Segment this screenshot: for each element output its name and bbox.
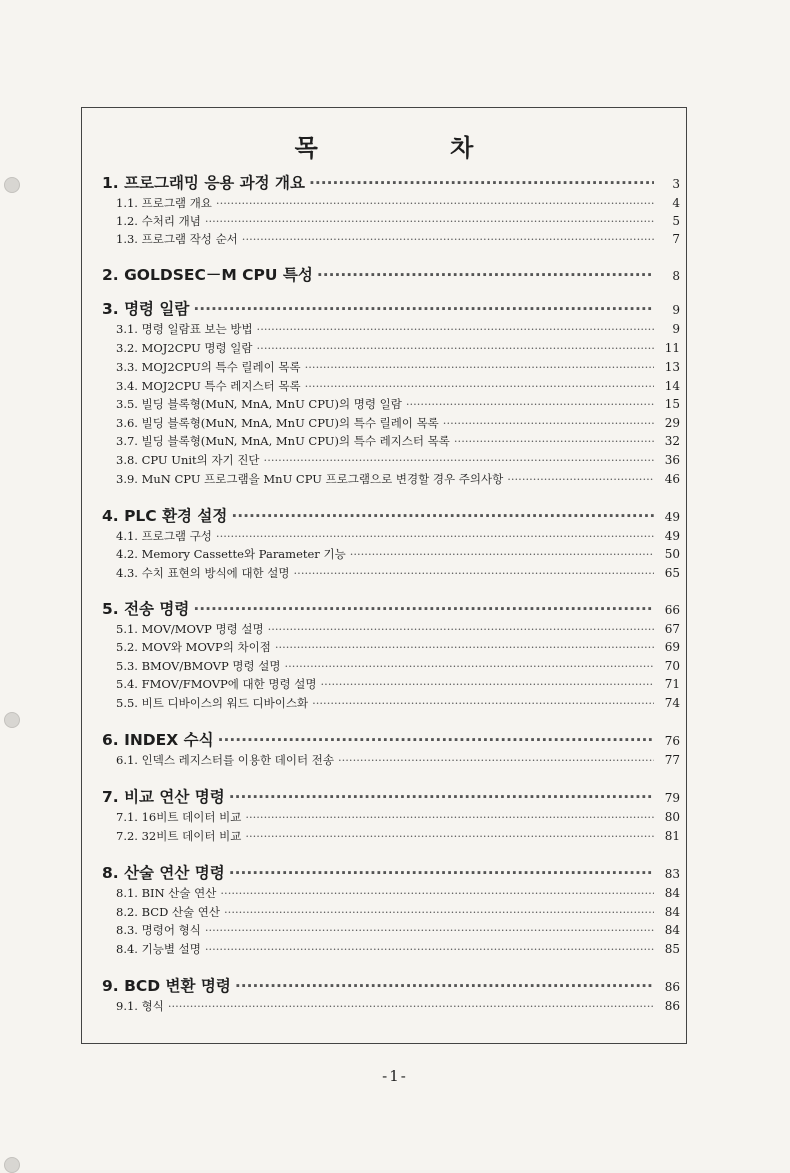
dot-leader: [168, 999, 654, 1013]
toc-entry-page: 11: [664, 341, 680, 355]
toc-entry-page: 4: [672, 196, 680, 210]
toc-subsection-entry: [82, 752, 686, 768]
toc-entry-label: 5. 전송 명령: [102, 600, 190, 618]
toc-subsection-entry: [82, 321, 686, 337]
binder-hole: [4, 177, 20, 193]
binder-hole: [4, 712, 20, 728]
toc-entry-page: 83: [664, 867, 680, 881]
toc-entry-label: 5.3. BMOV/BMOVP 명령 설명: [116, 659, 281, 673]
toc-subsection-entry: [82, 621, 686, 637]
toc-entry-page: 46: [664, 472, 680, 486]
dot-leader: [205, 923, 654, 937]
dot-leader: [305, 379, 654, 393]
toc-entry-label: 6. INDEX 수식: [102, 731, 214, 749]
toc-entry-label: 1. 프로그래밍 응용 과정 개요: [102, 174, 305, 192]
toc-entry-label: 7.2. 32비트 데이터 비교: [116, 829, 242, 843]
toc-section-entry: [82, 785, 686, 807]
toc-subsection-entry: [82, 639, 686, 655]
toc-entry-page: 67: [664, 622, 680, 636]
toc-entry-page: 3: [672, 177, 680, 191]
toc-entry-label: 3.6. 빌딩 블록형(MuN, MnA, MnU CPU)의 특수 릴레이 목록: [116, 416, 439, 430]
toc-entry-label: 9. BCD 변환 명령: [102, 977, 231, 995]
toc-entry-page: 9: [672, 303, 680, 317]
dot-leader: [443, 416, 654, 430]
toc-entry-page: 14: [664, 379, 680, 393]
toc-entry-label: 4. PLC 환경 설정: [102, 507, 228, 525]
toc-entry-label: 8.3. 명령어 형식: [116, 923, 201, 937]
toc-entry-page: 84: [664, 905, 680, 919]
toc-subsection-entry: [82, 359, 686, 375]
dot-leader: [205, 214, 654, 228]
toc-entry-label: 3.4. MOJ2CPU 특수 레지스터 목록: [116, 379, 301, 393]
toc-subsection-entry: [82, 471, 686, 487]
dot-leader: [350, 547, 654, 561]
toc-entry-page: 36: [664, 453, 680, 467]
toc-section-entry: [82, 263, 686, 285]
toc-entry-page: 49: [664, 510, 680, 524]
dot-leader: [257, 322, 654, 336]
toc-subsection-entry: [82, 676, 686, 692]
toc-subsection-entry: [82, 941, 686, 957]
toc-entry-label: 8. 산술 연산 명령: [102, 864, 225, 882]
toc-entry-page: 81: [664, 829, 680, 843]
toc-entry-page: 86: [664, 999, 680, 1013]
toc-entry-label: 1.1. 프로그램 개요: [116, 196, 212, 210]
dot-leader: [242, 232, 654, 246]
toc-entry-page: 71: [664, 677, 680, 691]
toc-entry-page: 13: [664, 360, 680, 374]
toc-subsection-entry: [82, 340, 686, 356]
dot-leader: [309, 174, 654, 192]
toc-entry-label: 5.2. MOV와 MOVP의 차이점: [116, 640, 271, 654]
toc-entry-label: 8.2. BCD 산술 연산: [116, 905, 221, 919]
toc-entry-label: 2. GOLDSEC－M CPU 특성: [102, 266, 313, 284]
dot-leader: [218, 731, 654, 749]
toc-entry-label: 4.3. 수치 표현의 방식에 대한 설명: [116, 566, 290, 580]
toc-subsection-entry: [82, 565, 686, 581]
toc-subsection-entry: [82, 213, 686, 229]
toc-entry-page: 8: [672, 269, 680, 283]
binder-hole: [4, 1157, 20, 1173]
toc-entry-page: 84: [664, 923, 680, 937]
toc-subsection-entry: [82, 452, 686, 468]
toc-entry-page: 5: [672, 214, 680, 228]
dot-leader: [284, 659, 654, 673]
dot-leader: [245, 829, 654, 843]
dot-leader: [245, 810, 654, 824]
dot-leader: [317, 266, 654, 284]
toc-subsection-entry: [82, 922, 686, 938]
dot-leader: [406, 397, 654, 411]
toc-entry-label: 7. 비교 연산 명령: [102, 788, 225, 806]
toc-entry-label: 5.5. 비트 디바이스의 워드 디바이스화: [116, 696, 309, 710]
toc-entry-page: 80: [664, 810, 680, 824]
toc-entry-label: 3.2. MOJ2CPU 명령 일람: [116, 341, 253, 355]
toc-subsection-entry: [82, 195, 686, 211]
dot-leader: [193, 300, 654, 318]
toc-frame: [81, 107, 687, 1044]
toc-section-entry: [82, 728, 686, 750]
toc-entry-label: 8.1. BIN 산술 연산: [116, 886, 217, 900]
toc-section-entry: [82, 974, 686, 996]
toc-entry-page: 77: [664, 753, 680, 767]
dot-leader: [229, 864, 654, 882]
toc-section-entry: [82, 861, 686, 883]
toc-entry-label: 3.1. 명령 일람표 보는 방법: [116, 322, 253, 336]
dot-leader: [231, 507, 654, 525]
toc-entry-page: 50: [664, 547, 680, 561]
dot-leader: [507, 472, 654, 486]
dot-leader: [257, 341, 654, 355]
toc-title: 목 차: [294, 134, 536, 162]
toc-subsection-entry: [82, 695, 686, 711]
dot-leader: [454, 434, 654, 448]
toc-entry-label: 3.3. MOJ2CPU의 특수 릴레이 목록: [116, 360, 301, 374]
dot-leader: [268, 622, 654, 636]
toc-subsection-entry: [82, 809, 686, 825]
toc-subsection-entry: [82, 528, 686, 544]
dot-leader: [321, 677, 654, 691]
dot-leader: [235, 977, 654, 995]
dot-leader: [229, 788, 654, 806]
toc-entry-label: 3.8. CPU Unit의 자기 진단: [116, 453, 260, 467]
toc-entry-label: 8.4. 기능별 설명: [116, 942, 201, 956]
toc-subsection-entry: [82, 885, 686, 901]
toc-entry-page: 65: [664, 566, 680, 580]
page-number: -1-: [382, 1067, 408, 1085]
dot-leader: [305, 360, 654, 374]
toc-section-entry: [82, 597, 686, 619]
toc-entry-page: 32: [664, 434, 680, 448]
toc-entry-label: 5.1. MOV/MOVP 명령 설명: [116, 622, 264, 636]
toc-entry-label: 4.1. 프로그램 구성: [116, 529, 212, 543]
toc-subsection-entry: [82, 904, 686, 920]
toc-entry-label: 4.2. Memory Cassette와 Parameter 기능: [116, 547, 346, 561]
toc-entry-page: 85: [664, 942, 680, 956]
toc-entry-page: 70: [664, 659, 680, 673]
dot-leader: [264, 453, 654, 467]
toc-entry-label: 3.5. 빌딩 블록형(MuN, MnA, MnU CPU)의 명령 일람: [116, 397, 402, 411]
toc-entry-page: 9: [672, 322, 680, 336]
toc-entry-page: 76: [664, 734, 680, 748]
toc-entry-label: 3.9. MuN CPU 프로그램을 MnU CPU 프로그램으로 변경할 경우 주의사항: [116, 472, 504, 486]
toc-entry-page: 69: [664, 640, 680, 654]
toc-subsection-entry: [82, 658, 686, 674]
toc-subsection-entry: [82, 998, 686, 1014]
toc-entry-page: 86: [664, 980, 680, 994]
dot-leader: [294, 566, 654, 580]
toc-entry-page: 29: [664, 416, 680, 430]
toc-subsection-entry: [82, 546, 686, 562]
toc-subsection-entry: [82, 433, 686, 449]
dot-leader: [338, 753, 654, 767]
dot-leader: [205, 942, 654, 956]
toc-subsection-entry: [82, 415, 686, 431]
toc-entry-page: 15: [664, 397, 680, 411]
toc-entry-label: 3.7. 빌딩 블록형(MuN, MnA, MnU CPU)의 특수 레지스터 목록: [116, 434, 450, 448]
dot-leader: [312, 696, 654, 710]
toc-entry-label: 3. 명령 일람: [102, 300, 190, 318]
toc-entry-page: 66: [664, 603, 680, 617]
toc-entry-label: 5.4. FMOV/FMOVP에 대한 명령 설명: [116, 677, 317, 691]
dot-leader: [224, 905, 654, 919]
dot-leader: [216, 196, 654, 210]
toc-entry-label: 7.1. 16비트 데이터 비교: [116, 810, 242, 824]
toc-entry-page: 79: [664, 791, 680, 805]
dot-leader: [275, 640, 654, 654]
toc-entry-label: 1.2. 수처리 개념: [116, 214, 201, 228]
toc-entry-page: 49: [664, 529, 680, 543]
toc-entry-page: 84: [664, 886, 680, 900]
dot-leader: [193, 600, 654, 618]
dot-leader: [220, 886, 654, 900]
toc-entry-label: 1.3. 프로그램 작성 순서: [116, 232, 238, 246]
toc-section-entry: [82, 297, 686, 319]
toc-entry-label: 9.1. 형식: [116, 999, 164, 1013]
toc-entry-label: 6.1. 인덱스 레지스터를 이용한 데이터 전송: [116, 753, 334, 767]
toc-subsection-entry: [82, 396, 686, 412]
toc-subsection-entry: [82, 828, 686, 844]
toc-subsection-entry: [82, 378, 686, 394]
toc-section-entry: [82, 504, 686, 526]
toc-entry-page: 74: [664, 696, 680, 710]
toc-section-entry: [82, 171, 686, 193]
toc-entry-page: 7: [672, 232, 680, 246]
dot-leader: [216, 529, 654, 543]
toc-subsection-entry: [82, 231, 686, 247]
